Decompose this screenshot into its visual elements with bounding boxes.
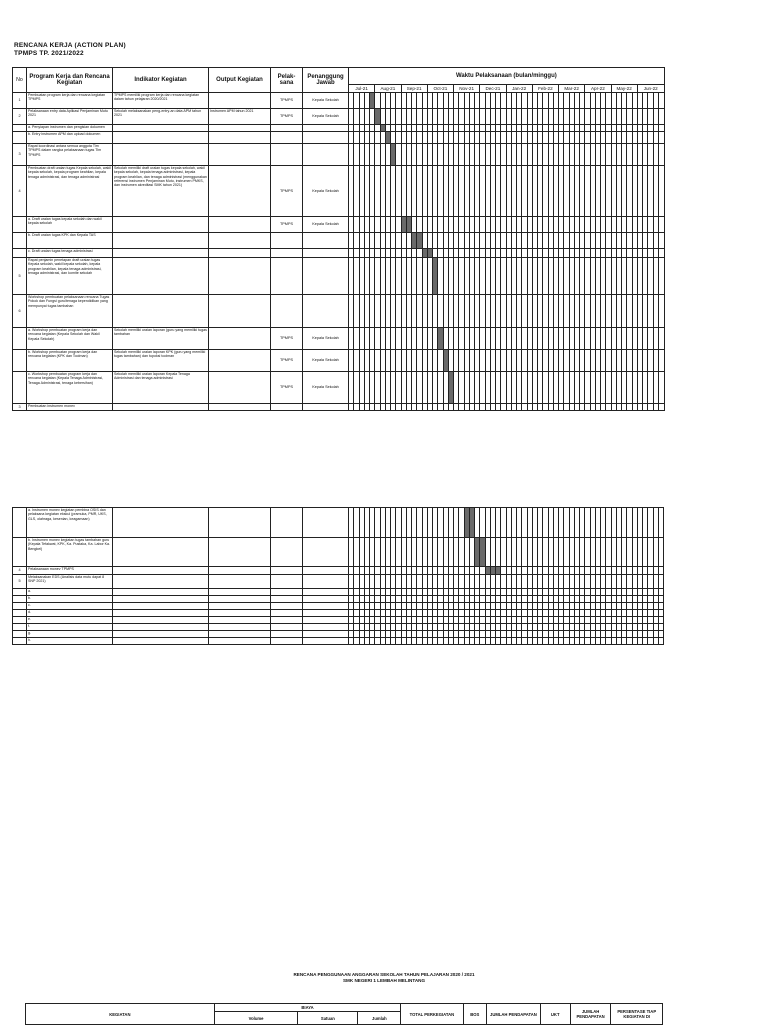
cell-program: e.: [27, 617, 113, 624]
cell-penanggung-jawab: [303, 631, 349, 638]
cell-pelaksana: [271, 258, 303, 295]
cell-pelaksana: [271, 575, 303, 589]
cell-output: [209, 217, 271, 233]
cell-no: [13, 631, 27, 638]
month-header: Aug-21: [375, 85, 401, 93]
table-row: [13, 538, 664, 567]
cell-penanggung-jawab: [303, 404, 349, 411]
cell-indikator: Sekolah memiliki uraian laporan Kepala Tenaga Administrasi dan tenaga administrasi: [113, 372, 209, 404]
week-cell: [658, 328, 664, 350]
cell-penanggung-jawab: [303, 603, 349, 610]
cell-no: 2: [13, 109, 27, 125]
cell-penanggung-jawab: [303, 638, 349, 645]
header-output: Output Kegiatan: [209, 68, 271, 93]
table-row: [13, 93, 665, 109]
cell-pelaksana: [271, 538, 303, 567]
week-cell: [658, 624, 663, 631]
cell-indikator: [113, 125, 209, 132]
budget-header-jumlah-pendapatan: JUMLAH PENDAPATAN: [487, 1004, 541, 1025]
week-cell: [658, 295, 664, 328]
cell-pelaksana: TPMPS: [271, 217, 303, 233]
cell-output: [209, 249, 271, 258]
cell-output: [209, 372, 271, 404]
week-cell: [658, 575, 663, 589]
table-row: [13, 217, 665, 233]
table-row: [13, 575, 664, 589]
cell-indikator: [113, 603, 209, 610]
cell-no: [13, 610, 27, 617]
week-cell: [658, 508, 663, 538]
cell-no: 3: [13, 144, 27, 166]
cell-no: [13, 603, 27, 610]
week-cell: [658, 631, 663, 638]
table-row: [13, 249, 665, 258]
cell-no: [13, 249, 27, 258]
cell-no: [13, 132, 27, 144]
cell-program: b. Draft uraian tugas KPK dan Kepala TAS: [27, 233, 113, 249]
table-row: [13, 125, 665, 132]
cell-pelaksana: [271, 631, 303, 638]
cell-penanggung-jawab: Kepala Sekolah: [303, 217, 349, 233]
table-row: [13, 109, 665, 125]
week-cell: [658, 350, 664, 372]
cell-indikator: [113, 631, 209, 638]
table-row: [13, 404, 665, 411]
table-row: [13, 328, 665, 350]
cell-no: 6: [13, 295, 27, 328]
cell-pelaksana: [271, 596, 303, 603]
cell-pelaksana: [271, 610, 303, 617]
cell-output: [209, 567, 271, 575]
cell-pelaksana: [271, 638, 303, 645]
week-cell: [658, 93, 664, 109]
month-header: Jun-22: [637, 85, 664, 93]
title-line2: TPMPS TP. 2021/2022: [14, 50, 84, 57]
cell-program: a.: [27, 589, 113, 596]
cell-indikator: Sekolah melaksanakan peng-entry-an data APM tahun 2021: [113, 109, 209, 125]
cell-output: [209, 610, 271, 617]
week-cell: [658, 132, 664, 144]
cell-penanggung-jawab: [303, 144, 349, 166]
table-row: [13, 166, 665, 217]
cell-indikator: [113, 404, 209, 411]
cell-indikator: [113, 617, 209, 624]
cell-indikator: [113, 567, 209, 575]
budget-header-volume: Volume: [214, 1012, 298, 1025]
cell-no: [13, 596, 27, 603]
cell-pelaksana: TPMPS: [271, 93, 303, 109]
cell-program: Rapat penjamin penetapan draft uraian tugas Kepala sekolah, wakil kepala sekolah, kepala program keahlian, kepala tenaga administrasi, tenaga administrasi, dan komite sekolah: [27, 258, 113, 295]
table-row: [13, 350, 665, 372]
table-row: [13, 372, 665, 404]
table-row: [13, 596, 664, 603]
cell-output: [209, 328, 271, 350]
cell-program: b. Instrumen monev kegiatan tugas tambahan guru (Kepala Tefakwat, KPK, Ka. Pustaka, Ka. Labor Ka. Bengkel): [27, 538, 113, 567]
cell-pelaksana: [271, 617, 303, 624]
week-cell: [658, 596, 663, 603]
cell-penanggung-jawab: [303, 596, 349, 603]
week-cell: [658, 610, 663, 617]
cell-indikator: Sekolah memiliki uraian laporan (guru yang memiliki tugas tambahan: [113, 328, 209, 350]
cell-output: [209, 638, 271, 645]
cell-output: [209, 631, 271, 638]
budget-header-biaya: BIAYA: [214, 1004, 401, 1012]
cell-penanggung-jawab: Kepala Sekolah: [303, 372, 349, 404]
cell-output: [209, 125, 271, 132]
cell-program: a. Draft uraian tugas kepala sekolah dan wakil kepala sekolah: [27, 217, 113, 233]
cell-program: b.: [27, 596, 113, 603]
month-header: Sep-21: [401, 85, 427, 93]
cell-penanggung-jawab: [303, 295, 349, 328]
budget-header-jumlah-pendapatan-2: JUMLAH PENDAPATAN: [570, 1004, 611, 1025]
cell-penanggung-jawab: [303, 258, 349, 295]
cell-program: Pembuatan draft uraian tugas Kepala sekolah, wakil kepala sekolah, kepala program keahlian, kepala tenaga administrasi, dan tenaga administrasi: [27, 166, 113, 217]
document-title: [14, 42, 126, 58]
header-indikator: Indikator Kegiatan: [113, 68, 209, 93]
cell-indikator: TPMPS memiliki program kerja dan rencana kegiatan dalam tahun pelajaran 2020/2021: [113, 93, 209, 109]
cell-indikator: [113, 589, 209, 596]
cell-output: [209, 93, 271, 109]
cell-program: b. Entry instrumen APM dan upload dokumen: [27, 132, 113, 144]
cell-pelaksana: [271, 589, 303, 596]
cell-indikator: Sekolah memiliki draft uraian tugas kepala sekolah, wakil kepala sekolah, kepala tenaga administrasi, kepala program keahlian, dan tenaga administrasi (menggunakan referensi instrumen Penjaminan Mutu, instrumen PMKS, dan instrumen akreditasi SMK tahun 2021): [113, 166, 209, 217]
budget-title-line1: RENCANA PENGGUNAAN ANGGARAN SEKOLAH TAHUN PELAJARAN 2020 / 2021: [293, 972, 475, 977]
cell-pelaksana: [271, 624, 303, 631]
budget-header-persentase: PERSENTASE TIAP KEGIATAN DI: [611, 1004, 663, 1025]
cell-penanggung-jawab: Kepala Sekolah: [303, 93, 349, 109]
table-row: [13, 258, 665, 295]
cell-program: Rapat koordinasi antara semua anggota Tim TPMPS dalam rangka pelaksanaan tugas Tim TPMPS: [27, 144, 113, 166]
cell-program: Workshop pembuatan pelaksanaan rencana Tugas Pokok dan Fungsi guru/tenaga kependidikan yang mempunyai tugas tambahan: [27, 295, 113, 328]
week-cell: [658, 589, 663, 596]
budget-title-line2: SMK NEGERI 1 LEMBAH MELINTANG: [342, 978, 426, 983]
cell-indikator: [113, 538, 209, 567]
cell-penanggung-jawab: [303, 125, 349, 132]
week-cell: [658, 166, 664, 217]
cell-pelaksana: TPMPS: [271, 372, 303, 404]
cell-indikator: [113, 144, 209, 166]
cell-no: 5: [13, 575, 27, 589]
month-header: Nov-21: [454, 85, 480, 93]
cell-output: [209, 258, 271, 295]
table-row: [13, 295, 665, 328]
cell-no: [13, 328, 27, 350]
cell-pelaksana: [271, 132, 303, 144]
week-cell: [658, 249, 664, 258]
cell-no: [13, 217, 27, 233]
table-row: [13, 631, 664, 638]
week-cell: [658, 217, 664, 233]
cell-no: [13, 350, 27, 372]
cell-output: [209, 617, 271, 624]
cell-penanggung-jawab: [303, 624, 349, 631]
cell-program: Pembuatan instrumen monev: [27, 404, 113, 411]
cell-indikator: [113, 596, 209, 603]
cell-program: Melaksanakan EDS (Analisis data mutu dapat 8 SNP 2021): [27, 575, 113, 589]
cell-pelaksana: [271, 295, 303, 328]
budget-table: [25, 1003, 663, 1025]
cell-output: [209, 589, 271, 596]
cell-pelaksana: [271, 603, 303, 610]
cell-program: g.: [27, 631, 113, 638]
cell-output: [209, 596, 271, 603]
cell-penanggung-jawab: [303, 508, 349, 538]
cell-pelaksana: [271, 404, 303, 411]
month-header: Jul-21: [349, 85, 375, 93]
table-row: [13, 589, 664, 596]
week-cell: [658, 404, 664, 411]
week-cell: [658, 372, 664, 404]
week-cell: [658, 233, 664, 249]
week-cell: [658, 144, 664, 166]
cell-indikator: [113, 258, 209, 295]
cell-output: [209, 144, 271, 166]
header-program: Program Kerja dan Rencana Kegiatan: [27, 68, 113, 93]
table-row: [13, 132, 665, 144]
cell-pelaksana: [271, 233, 303, 249]
cell-pelaksana: TPMPS: [271, 350, 303, 372]
week-cell: [658, 258, 664, 295]
action-plan-table: [12, 67, 665, 411]
cell-indikator: [113, 610, 209, 617]
table-row: [13, 638, 664, 645]
week-cell: [658, 617, 663, 624]
budget-header-kegiatan: KEGIATAN: [26, 1004, 215, 1025]
cell-indikator: Sekolah memiliki uraian laporan KPK (guru yang memiliki tugas tambahan) dan tupoksi toolman: [113, 350, 209, 372]
cell-output: [209, 295, 271, 328]
cell-penanggung-jawab: [303, 538, 349, 567]
cell-no: [13, 125, 27, 132]
cell-penanggung-jawab: Kepala Sekolah: [303, 350, 349, 372]
cell-no: [13, 538, 27, 567]
cell-program: a. Workshop pembuatan program kerja dan rencana kegiatan (Kepala Sekolah dan Wakil Kepala Sekolah): [27, 328, 113, 350]
month-header: Oct-21: [427, 85, 453, 93]
cell-penanggung-jawab: [303, 617, 349, 624]
cell-indikator: [113, 132, 209, 144]
week-cell: [658, 125, 664, 132]
month-header: Apr-22: [585, 85, 611, 93]
cell-pelaksana: TPMPS: [271, 328, 303, 350]
cell-output: [209, 233, 271, 249]
cell-penanggung-jawab: [303, 610, 349, 617]
cell-no: 4: [13, 166, 27, 217]
cell-no: [13, 624, 27, 631]
table-row: [13, 617, 664, 624]
cell-program: a. Penyiapan instrumen dan pengisian dokumen: [27, 125, 113, 132]
cell-indikator: [113, 508, 209, 538]
cell-program: b. Workshop pembuatan program kerja dan rencana kegiatan (KPK dan Toolman): [27, 350, 113, 372]
budget-title: [0, 972, 768, 984]
cell-program: a. Instrumen monev kegiatan pembina OSIS dan pelaksana kegiatan ekskul (pramuka, PMR, UKS, GLS, olahraga, kesenian, keagamaan): [27, 508, 113, 538]
budget-header-satuan: Satuan: [298, 1012, 358, 1025]
cell-program: c. Workshop pembuatan program kerja dan rencana kegiatan (Kepala Tenaga Administrasi, Tenaga Administrasi, tenaga kebersihan): [27, 372, 113, 404]
cell-program: c.: [27, 603, 113, 610]
table-row: [13, 624, 664, 631]
week-cell: [658, 567, 663, 575]
cell-indikator: [113, 295, 209, 328]
cell-output: Instrumen APM tahun 2021: [209, 109, 271, 125]
table-row: [13, 508, 664, 538]
cell-pelaksana: [271, 249, 303, 258]
cell-output: [209, 166, 271, 217]
title-line1: RENCANA KERJA (ACTION PLAN): [14, 42, 126, 49]
cell-output: [209, 603, 271, 610]
cell-penanggung-jawab: [303, 132, 349, 144]
budget-header-ukt: UKT: [540, 1004, 570, 1025]
cell-output: [209, 508, 271, 538]
cell-pelaksana: [271, 567, 303, 575]
cell-indikator: [113, 249, 209, 258]
cell-output: [209, 624, 271, 631]
header-waktu: Waktu Pelaksanaan (bulan/minggu): [349, 68, 665, 85]
table-row: [13, 610, 664, 617]
cell-indikator: [113, 233, 209, 249]
week-cell: [658, 603, 663, 610]
cell-pelaksana: [271, 508, 303, 538]
cell-program: d.: [27, 610, 113, 617]
cell-indikator: [113, 624, 209, 631]
cell-no: 1: [13, 93, 27, 109]
cell-output: [209, 132, 271, 144]
cell-output: [209, 538, 271, 567]
table-row: [13, 603, 664, 610]
cell-no: 4: [13, 567, 27, 575]
cell-output: [209, 575, 271, 589]
cell-no: 3: [13, 404, 27, 411]
header-penanggung-jawab: Penanggung Jawab: [303, 68, 349, 93]
month-header: May-22: [611, 85, 637, 93]
week-cell: [658, 109, 664, 125]
cell-program: f.: [27, 624, 113, 631]
cell-no: 5: [13, 258, 27, 295]
cell-penanggung-jawab: [303, 575, 349, 589]
month-header: Jan-22: [506, 85, 532, 93]
cell-penanggung-jawab: Kepala Sekolah: [303, 328, 349, 350]
cell-penanggung-jawab: [303, 567, 349, 575]
header-no: No: [13, 68, 27, 93]
cell-program: Pelaksanaan entry data Aplikasi Penjaminan Mutu 2021: [27, 109, 113, 125]
month-header: Mar-22: [559, 85, 585, 93]
cell-no: [13, 589, 27, 596]
cell-pelaksana: [271, 125, 303, 132]
cell-pelaksana: TPMPS: [271, 109, 303, 125]
action-plan-table-continued: [12, 507, 664, 645]
cell-program: c. Draft uraian tugas tenaga administrasi: [27, 249, 113, 258]
cell-no: [13, 617, 27, 624]
cell-output: [209, 350, 271, 372]
cell-output: [209, 404, 271, 411]
cell-no: [13, 508, 27, 538]
month-header: Dec-21: [480, 85, 506, 93]
table-row: [13, 233, 665, 249]
table-row: [13, 144, 665, 166]
cell-penanggung-jawab: [303, 233, 349, 249]
week-cell: [658, 638, 663, 645]
cell-penanggung-jawab: Kepala Sekolah: [303, 109, 349, 125]
cell-pelaksana: TPMPS: [271, 166, 303, 217]
cell-program: Pelaksanaan monev TPMPS: [27, 567, 113, 575]
cell-program: h.: [27, 638, 113, 645]
header-pelaksana: Pelak-sana: [271, 68, 303, 93]
cell-penanggung-jawab: [303, 249, 349, 258]
cell-no: [13, 638, 27, 645]
budget-header-bos: BOS: [463, 1004, 487, 1025]
cell-no: [13, 233, 27, 249]
cell-no: [13, 372, 27, 404]
cell-indikator: [113, 217, 209, 233]
month-header: Feb-22: [532, 85, 558, 93]
cell-pelaksana: [271, 144, 303, 166]
cell-penanggung-jawab: Kepala Sekolah: [303, 166, 349, 217]
budget-header-jumlah: Jumlah: [358, 1012, 401, 1025]
week-cell: [658, 538, 663, 567]
cell-indikator: [113, 575, 209, 589]
cell-penanggung-jawab: [303, 589, 349, 596]
cell-program: Pembuatan program kerja dan rencana kegiatan TPMPS: [27, 93, 113, 109]
budget-header-total: TOTAL PERKEGIATAN: [401, 1004, 463, 1025]
table-row: [13, 567, 664, 575]
cell-indikator: [113, 638, 209, 645]
